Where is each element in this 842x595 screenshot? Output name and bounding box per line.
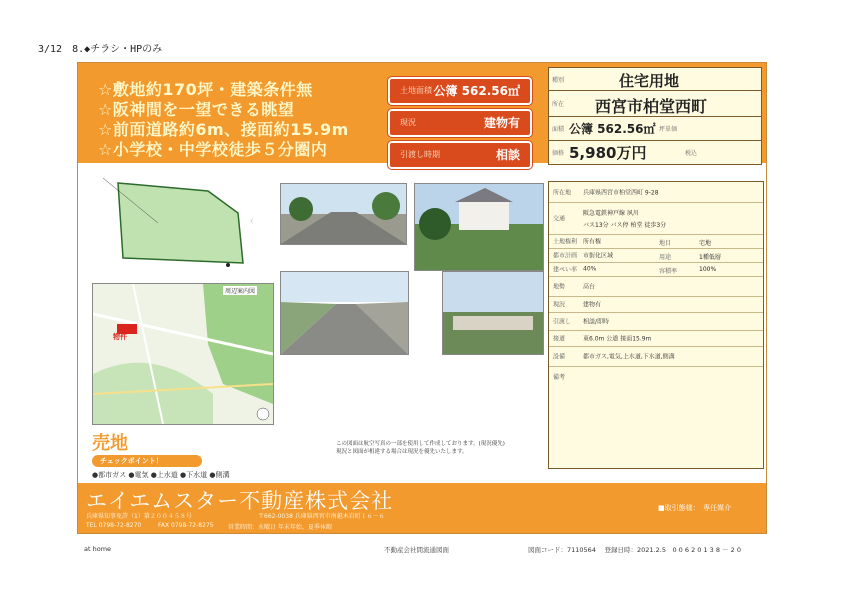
type-label: 種別 [552,77,565,84]
area-value: 公簿 562.56㎡ [569,122,656,136]
row-value: 40% [583,265,597,273]
check-item: ●上水道 [150,471,178,479]
table-row [549,182,763,203]
row-value: 市街化区域 [583,252,614,260]
business-hours: 営業時間：水曜日 年末年始、夏季休暇 [228,524,332,531]
checkpoint-label: チェックポイント！ [100,457,163,465]
table-row [549,312,763,331]
access-line-1: 阪急電鉄神戸線 夙川 [583,210,639,217]
bullet-4: ☆小学校・中学校徒歩５分圏内 [98,140,328,159]
access-line-2: バス13分 バス停 柏堂 徒歩3分 [583,222,667,229]
area-map [92,283,274,425]
lot-diagram [98,173,283,273]
check-item: ●電気 [128,471,149,479]
table-row [549,276,763,297]
row-value: 都市ガス,電気,上水道,下水道,側溝 [583,353,675,361]
sale-title: 売地 [92,433,128,454]
site-label: 物件 [113,333,127,341]
handover-pill [388,141,532,169]
row-label: 地勢 [553,283,566,291]
bullet-2: ☆阪神間を一望できる眺望 [98,100,295,119]
row-label: 土地権利 [553,238,578,246]
row-label: 現況 [553,301,566,309]
address-label: 所在地 [553,189,572,197]
property-details-table [548,181,764,469]
lot-shape-svg [98,173,283,273]
row-value: 建物有 [583,301,602,309]
row-value: 宅地 [699,240,712,247]
pill-label: 引渡し時期 [400,150,440,159]
table-row [549,366,763,468]
flyer [77,62,767,534]
check-item: ●側溝 [209,471,230,479]
table-row [549,248,763,263]
address-value: 兵庫県西宮市柏堂西町 9-28 [583,189,659,197]
row-label: 接道 [553,335,566,343]
table-row [549,346,763,367]
table-row [549,262,763,277]
pill-label: 現況 [400,118,416,127]
row-label: 都市計画 [553,252,578,260]
map-note: この図面は航空写真の一部を使用して作成しております。(現況優先) 現況と図面が相違する場合は現況を優先いたします。 [336,441,505,455]
tax-label: 税込 [685,150,698,157]
row-value: 1種低層 [699,254,721,261]
tsubo-label: 坪単価 [659,126,678,133]
photo-street-2 [280,271,409,355]
property-location: 西宮市柏堂西町 [595,97,708,116]
land-area-pill [388,77,532,105]
pill-label: 土地面積 [400,86,432,95]
table-row [549,330,763,347]
row-value: 高台 [583,283,596,291]
pill-value: 建物有 [483,116,520,130]
access-label: 交通 [553,215,566,223]
table-row [549,234,763,249]
price-value: 5,980万円 [569,144,647,162]
row-label: 容積率 [659,268,678,275]
athome-logo: at home [84,545,112,553]
company-name: エイエムスター不動産株式会社 [86,489,394,513]
svg-text:〈: 〈 [248,219,254,225]
check-item: ●下水道 [180,471,208,479]
photo-street-1 [280,183,407,245]
status-pill [388,109,532,137]
bullet-3: ☆前面道路約6m、接面約15.9m [98,120,349,139]
row-label: 備考 [553,374,566,381]
company-address: 〒662-0038 兵庫県西宮市南越木岩町１６－６ [258,513,385,520]
company-fax: FAX 0798-72-8275 [158,522,214,529]
document-type: 不動産会社間流通図面 [384,546,449,554]
property-summary [548,67,762,165]
photo-house [414,183,544,271]
transaction-type: ■取引態様： 専任媒介 [658,504,732,512]
document-code: 図面コード：7110564 登録日時：2021.2.5 0 0 6 2 0 1 3 8 － 2 0 [528,546,741,554]
row-label: 用途 [659,254,672,261]
property-type: 住宅用地 [619,72,680,90]
row-value: 所有権 [583,238,602,246]
price-label: 価格 [552,150,565,157]
map-title: 周辺案内図 [225,288,256,295]
row-label: 引渡し [553,318,572,326]
check-item: ●都市ガス [92,471,127,479]
company-footer [78,483,766,533]
table-row [549,296,763,313]
bullet-1: ☆敷地約170坪・建築条件無 [98,80,313,99]
row-value: 100% [699,266,717,273]
pill-value: 公簿 562.56㎡ [433,84,520,98]
area-label: 面積 [552,126,565,133]
area-map-svg [93,284,273,424]
row-value: 相談/即時 [583,318,610,326]
row-label: 建ぺい率 [553,266,578,274]
row-value: 東6.0m 公道 接面15.9m [583,335,652,343]
checkpoint-badge [92,455,202,467]
checkpoint-list [92,470,229,480]
pill-value: 相談 [495,148,520,162]
table-row [549,202,763,235]
license-number: 兵庫県知事免許（1）第２００４５８号 [86,513,192,520]
location-label: 所在 [552,101,565,108]
company-tel: TEL 0798-72-8270 [86,522,142,529]
row-label: 設備 [553,353,566,361]
photo-view [442,271,544,355]
page-header: 3/12 8.◆チラシ・HPのみ [38,44,163,55]
row-label: 地目 [659,240,672,247]
